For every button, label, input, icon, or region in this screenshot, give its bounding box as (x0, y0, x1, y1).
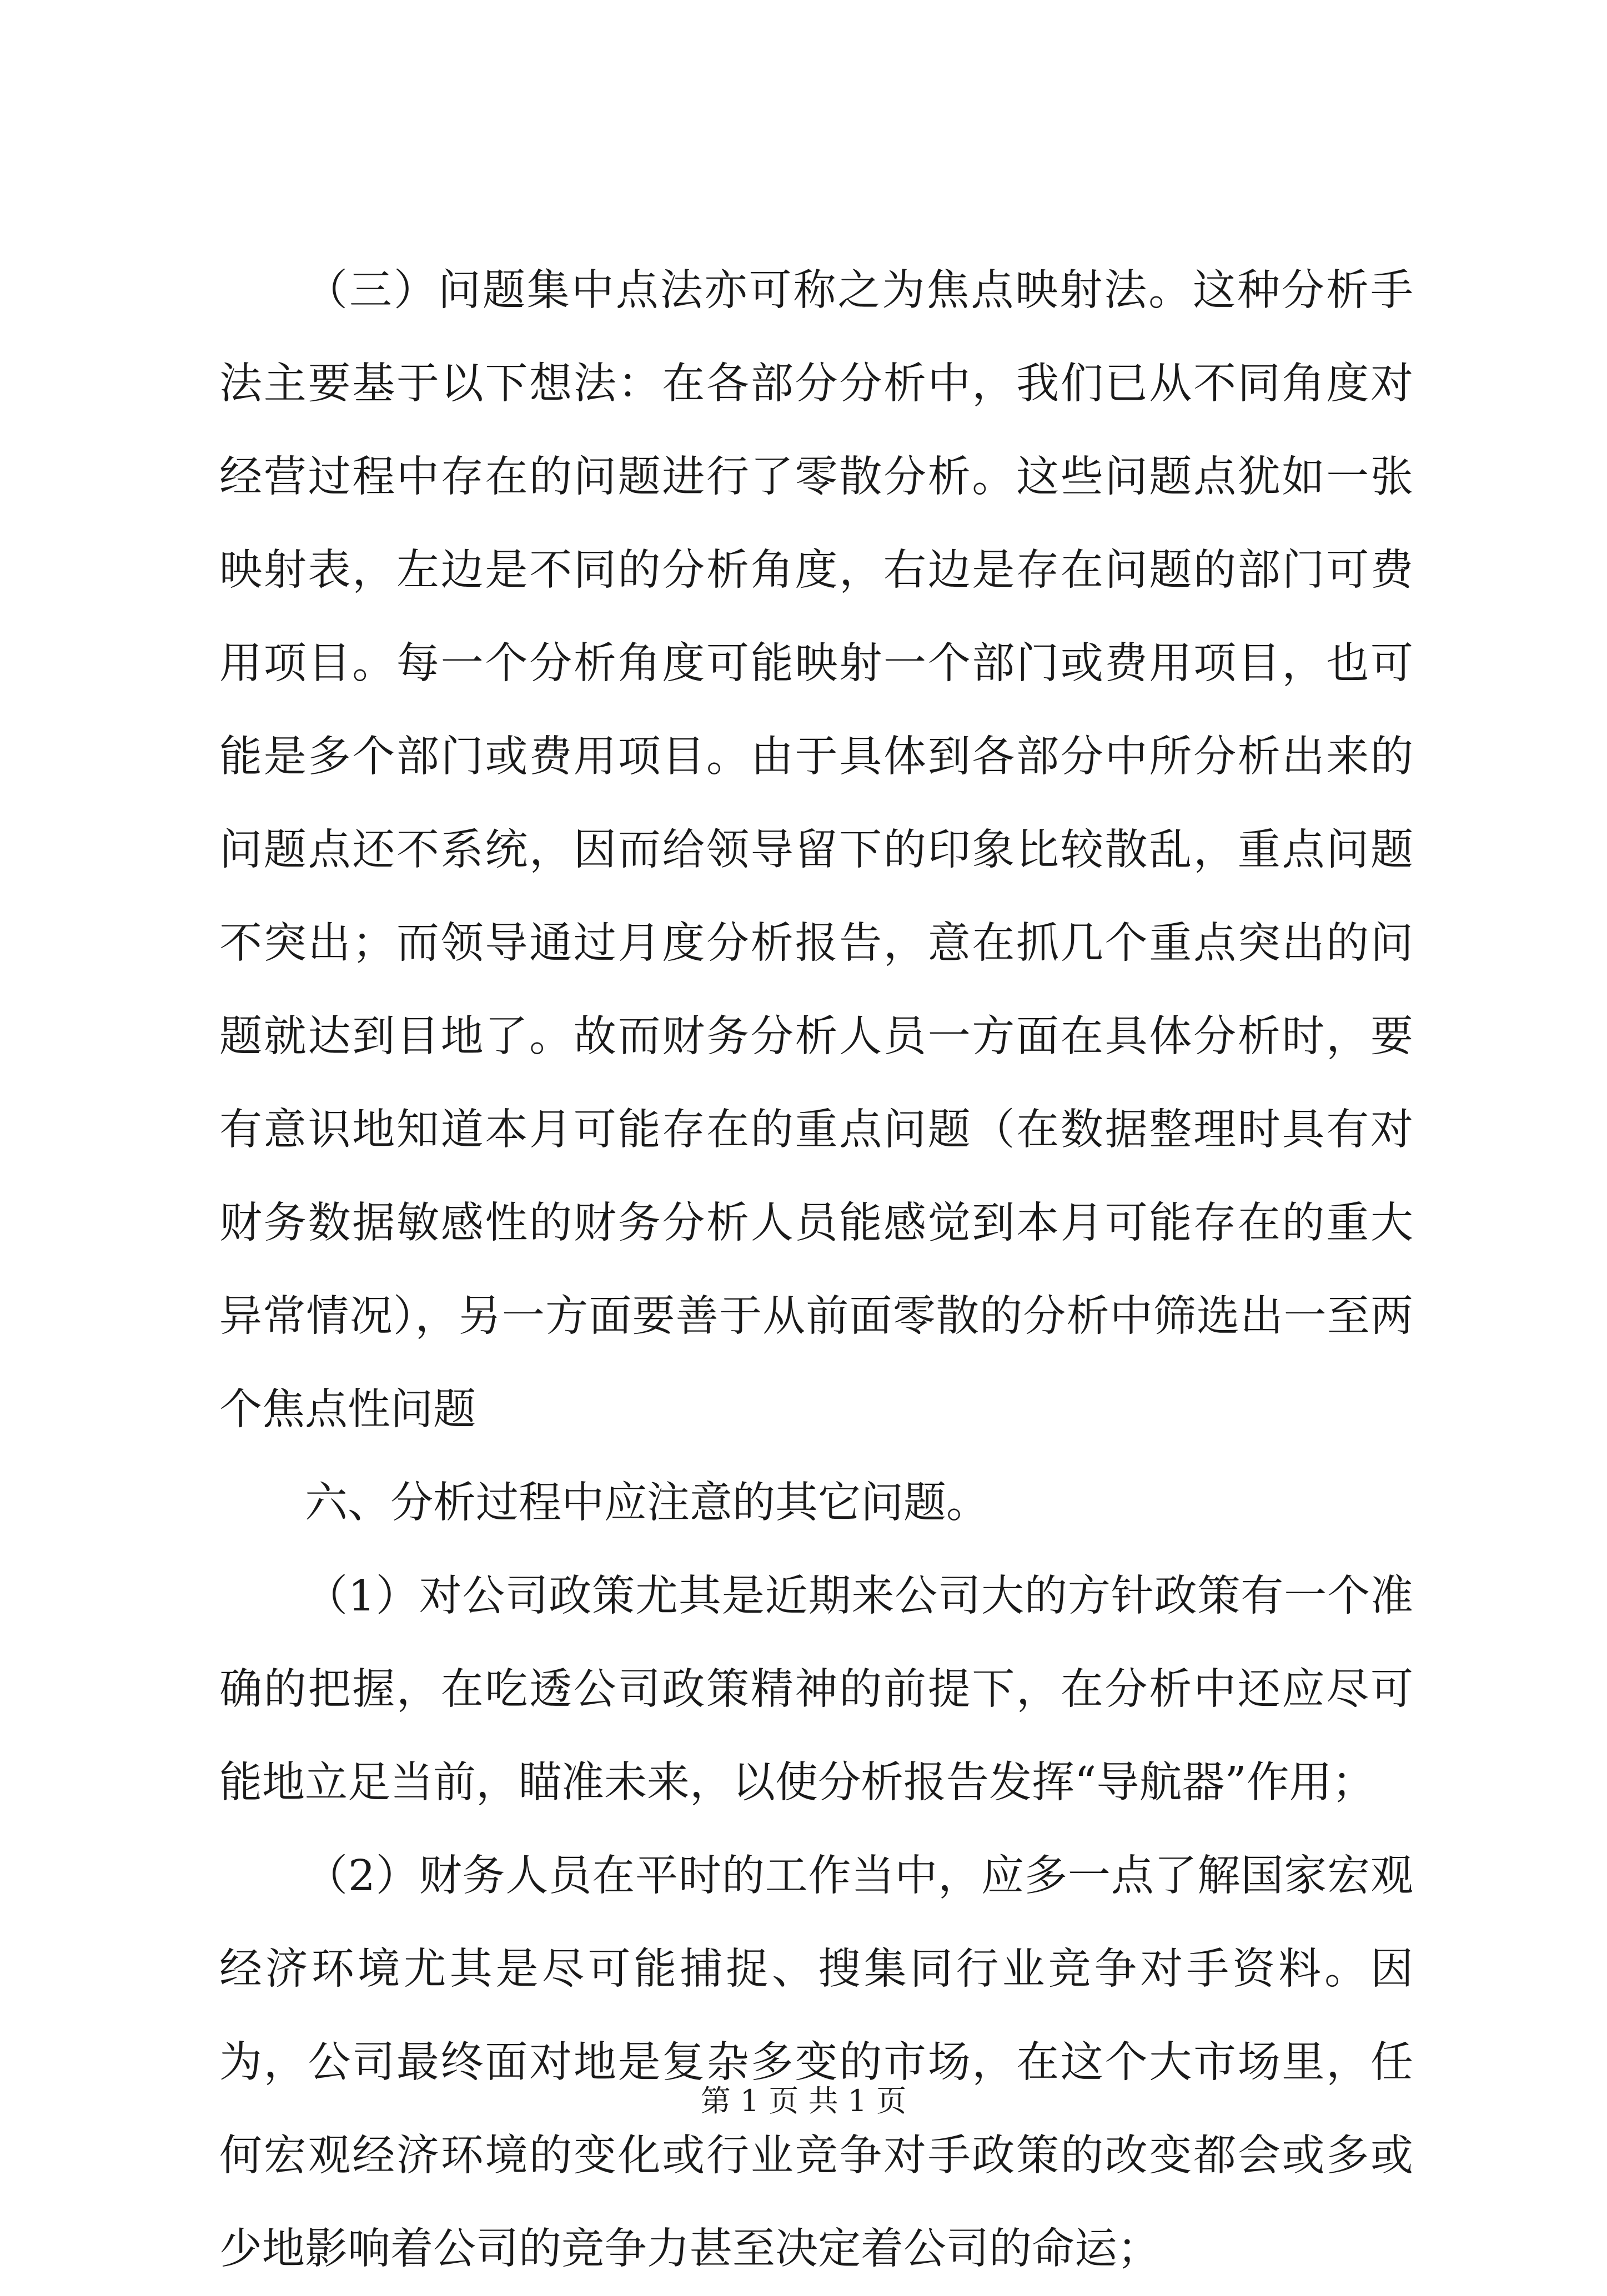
paragraph-item-1: （1）对公司政策尤其是近期来公司大的方针政策有一个准确的把握，在吃透公司政策精神的前提下，在分析中还应尽可能地立足当前，瞄准未来，以使分析报告发挥“导航器”作用； (219, 1572, 1413, 1807)
paragraph-focus-mapping: （三）问题集中点法亦可称之为焦点映射法。这种分析手法主要基于以下想法：在各部分分析中，我们已从不同角度对经营过程中存在的问题进行了零散分析。这些问题点犹如一张映射表，左边是不同的分析角度，右边是存在问题的部门可费用项目。每一个分析角度可能映射一个部门或费用项目，也可能是多个部门或费用项目。由于具体到各部分中所分析出来的问题点还不系统，因而给领导留下的印象比较散乱，重点问题不突出；而领导通过月度分析报告，意在抓几个重点突出的问题就达到目地了。故而财务分析人员一方面在具体分析时，要有意识地知道本月可能存在的重点问题（在数据整理时具有对财务数据敏感性的财务分析人员能感觉到本月可能存在的重大异常情况），另一方面要善于从前面零散的分析中筛选出一至两个焦点性问题 (219, 266, 1413, 1434)
document-body (219, 244, 1413, 2296)
paragraph-item-2: （2）财务人员在平时的工作当中，应多一点了解国家宏观经济环境尤其是尽可能捕捉、搜集同行业竞争对手资料。因为，公司最终面对地是复杂多变的市场，在这个大市场里，任何宏观经济环境的变化或行业竞争对手政策的改变都会或多或少地影响着公司的竞争力甚至决定着公司的命运； (219, 1851, 1413, 2274)
section-heading-six: 六、分析过程中应注意的其它问题。 (305, 1478, 989, 1528)
page-footer: 第 1 页 共 1 页 (700, 2083, 907, 2118)
